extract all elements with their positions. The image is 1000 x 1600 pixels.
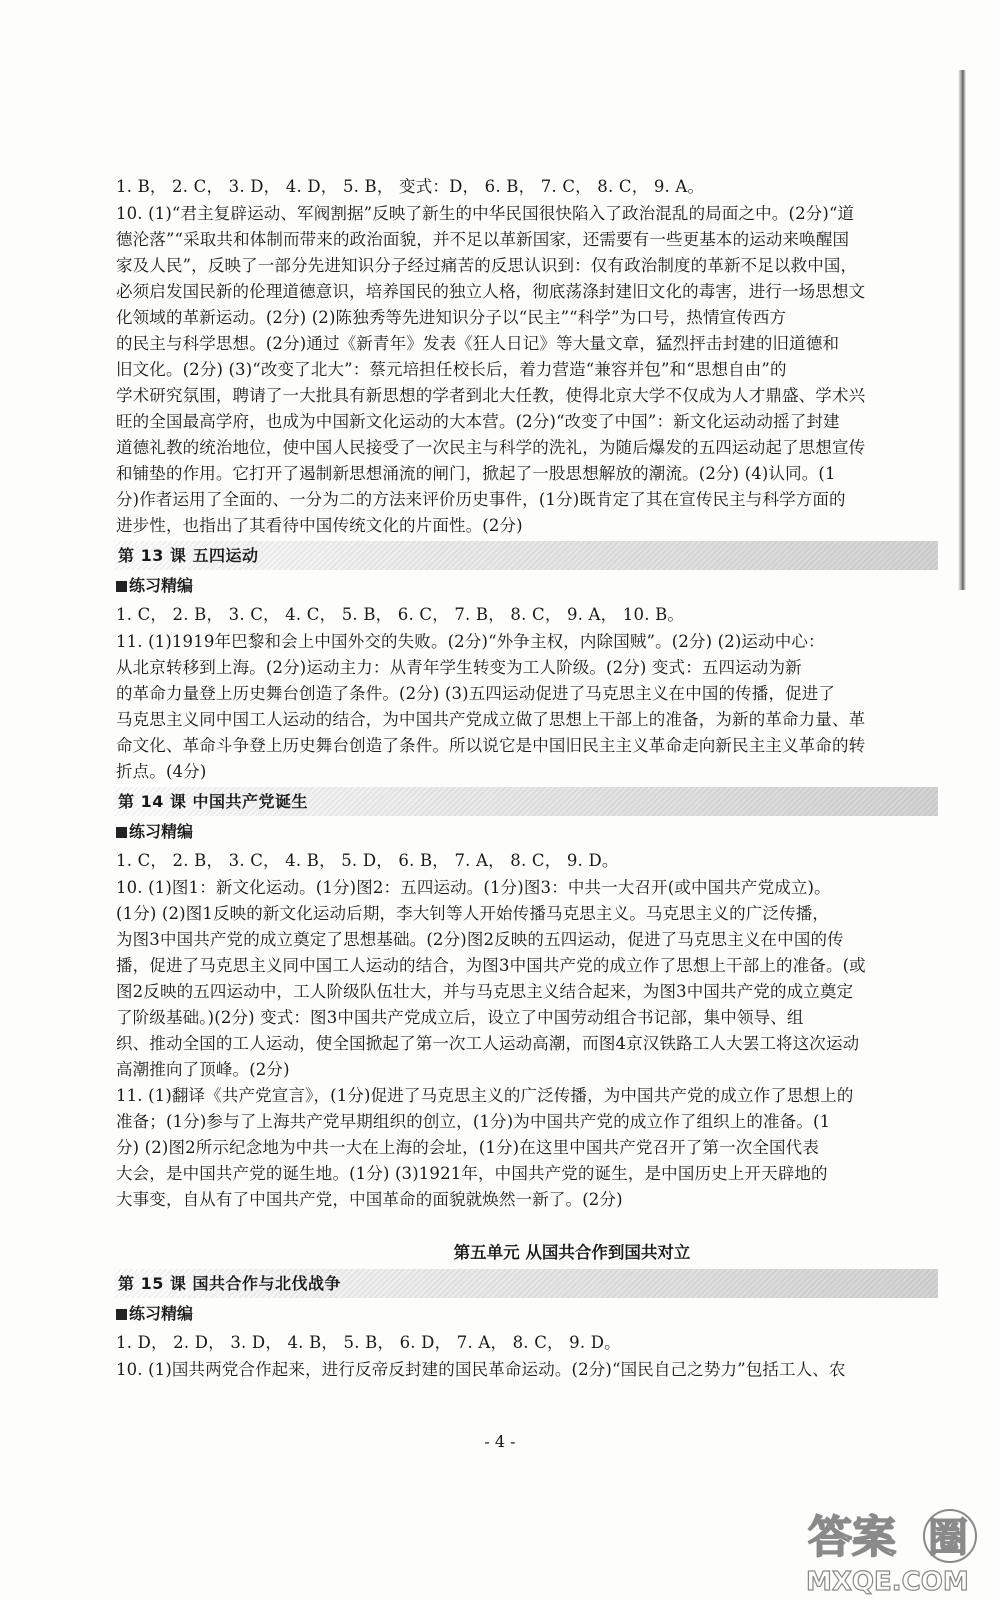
text-line: 10. (1)图1：新文化运动。(1分)图2：五四运动。(1分)图3：中共一大召开(或中国共产党成立)。 [116,878,831,897]
text-line: 德沦落”“采取共和体制而带来的政治面貌，并不足以革新国家，还需要有一些更基本的运动来唤醒国 [116,230,850,249]
text-line: 的民主与科学思想。(2分)通过《新青年》发表《狂人日记》等大量文章，猛烈抨击封建的旧道德和 [116,334,840,353]
text-line: 马克思主义同中国工人运动的结合，为中国共产党成立做了思想上干部上的准备，为新的革命力量、革 [116,710,866,729]
lesson-15-answers: 1. D， 2. D， 3. D， 4. B， 5. B， 6. D， 7. A， 8. C， 9. D。 [116,1333,621,1352]
scan-edge-shadow [958,70,966,590]
unit4-question-10 [116,201,938,539]
text-line: 大会，是中国共产党的诞生地。(1分) (3)1921年，中国共产党的诞生，是中国历史上开天辟地的 [116,1164,828,1183]
lesson-13-subheading: 练习精编 [116,572,938,600]
lesson-14-subheading: 练习精编 [116,818,938,846]
text-line: 命文化、革命斗争登上历史舞台创造了条件。所以说它是中国旧民主主义革命走向新民主主义革命的转 [116,736,866,755]
text-line: 大事变，自从有了中国共产党，中国革命的面貌就焕然一新了。(2分) [116,1190,623,1209]
lesson-15-subheading: 练习精编 [116,1300,938,1328]
unit4-answers: 1. B， 2. C， 3. D， 4. D， 5. B， 变式：D， 6. B， 7. C， 8. C， 9. A。 [116,177,705,196]
text-line: 11. (1)翻译《共产党宣言》，(1分)促进了马克思主义的广泛传播，为中国共产党的成立作了思想上的 [116,1086,854,1105]
text-line: 11. (1)1919年巴黎和会上中国外交的失败。(2分)“外争主权，内除国贼”。(2分) (2)运动中心： [116,632,825,651]
text-line: 高潮推向了顶峰。(2分) [116,1060,290,1079]
text-line: 从北京转移到上海。(2分)运动主力：从青年学生转变为工人阶级。(2分) 变式：五四运动为新 [116,658,802,677]
lesson-14-question-10 [116,875,938,1083]
text-line: 分) (2)图2所示纪念地为中共一大在上海的会址，(1分)在这里中国共产党召开了第一次全国代表 [116,1138,819,1157]
text-line: 分)作者运用了全面的、一分为二的方法来评价历史事件，(1分)既肯定了其在宣传民主与科学方面的 [116,490,846,509]
text-line: 图2反映的五四运动中，工人阶级队伍壮大，并与马克思主义结合起来，为图3中国共产党的成立奠定 [116,982,854,1001]
text-line: 旺的全国最高学府，也成为中国新文化运动的大本营。(2分)“改变了中国”：新文化运动动摇了封建 [116,412,840,431]
page-content [116,172,938,1383]
unit-5-title: 第五单元 从国共合作到国共对立 [453,1243,691,1262]
text-line: 为图3中国共产党的成立奠定了思想基础。(2分)图2反映的五四运动，促进了马克思主义在中国的传 [116,930,844,949]
lesson-13-question-11 [116,629,938,785]
lesson-14-question-11 [116,1083,938,1213]
text-line: 化领域的革新运动。(2分) (2)陈独秀等先进知识分子以“民主”“科学”为口号，热情宣传西方 [116,308,787,327]
svg-text:答案: 答案 [808,1512,896,1563]
square-bullet-icon [116,1309,127,1320]
lesson-13-title: 第 13 课 五四运动 [118,546,259,565]
lesson-13-header [114,541,938,570]
text-line: 折点。(4分) [116,762,207,781]
lesson-14-title: 第 14 课 中国共产党诞生 [118,792,308,811]
text-line: 道德礼教的统治地位，使中国人民接受了一次民主与科学的洗礼，为随后爆发的五四运动起了思想宣传 [116,438,866,457]
lesson-13-answers: 1. C， 2. B， 3. C， 4. C， 5. B， 6. C， 7. B， 8. C， 9. A， 10. B。 [116,605,685,624]
lesson-15-question-10 [116,1357,938,1383]
text-line: (1分) (2)图1反映的新文化运动后期，李大钊等人开始传播马克思主义。马克思主义的广泛传播， [116,904,830,923]
text-line: 旧文化。(2分) (3)“改变了北大”：蔡元培担任校长后，着力营造“兼容并包”和“思想自由”的 [116,360,787,379]
watermark-logo [800,1500,990,1595]
text-line: 了阶级基础。)(2分) 变式：图3中国共产党成立后，设立了中国劳动组合书记部，集中领导、组 [116,1008,804,1027]
text-line: 10. (1)“君主复辟运动、军阀割据”反映了新生的中华民国很快陷入了政治混乱的局面之中。(2分)“道 [116,204,855,223]
svg-text:圈: 圈 [928,1515,968,1561]
lesson-14-answers: 1. C， 2. B， 3. C， 4. B， 5. D， 6. B， 7. A， 8. C， 9. D。 [116,851,619,870]
lesson-14-header [114,787,938,816]
text-line: 和铺垫的作用。它打开了遏制新思想涌流的闸门，掀起了一股思想解放的潮流。(2分) (4)认同。(1 [116,464,836,483]
text-line: 准备；(1分)参与了上海共产党早期组织的创立，(1分)为中国共产党的成立作了组织上的准备。(1 [116,1112,831,1131]
lesson-15-title: 第 15 课 国共合作与北伐战争 [118,1274,341,1293]
square-bullet-icon [116,827,127,838]
square-bullet-icon [116,581,127,592]
page-number: - 4 - [484,1432,516,1451]
text-line: 10. (1)国共两党合作起来，进行反帝反封建的国民革命运动。(2分)“国民自己之势力”包括工人、农 [116,1360,846,1379]
text-line: 学术研究氛围，聘请了一大批具有新思想的学者到北大任教，使得北京大学不仅成为人才鼎盛、学术兴 [116,386,866,405]
text-line: 进步性，也指出了其看待中国传统文化的片面性。(2分) [116,516,523,535]
text-line: 的革命力量登上历史舞台创造了条件。(2分) (3)五四运动促进了马克思主义在中国的传播，促进了 [116,684,836,703]
lesson-15-header [114,1269,938,1298]
text-line: 织、推动全国的工人运动，使全国掀起了第一次工人运动高潮，而图4京汉铁路工人大罢工将这次运动 [116,1034,860,1053]
text-line: 家及人民”，反映了一部分先进知识分子经过痛苦的反思认识到：仅有政治制度的革新不足以救中国， [116,256,858,275]
text-line: 播，促进了马克思主义同中国工人运动的结合，为图3中国共产党的成立作了思想上干部上的准备。(或 [116,956,866,975]
svg-text:MXQE.COM: MXQE.COM [806,1567,969,1595]
text-line: 必须启发国民新的伦理道德意识，培养国民的独立人格，彻底荡涤封建旧文化的毒害，进行一场思想文 [116,282,866,301]
